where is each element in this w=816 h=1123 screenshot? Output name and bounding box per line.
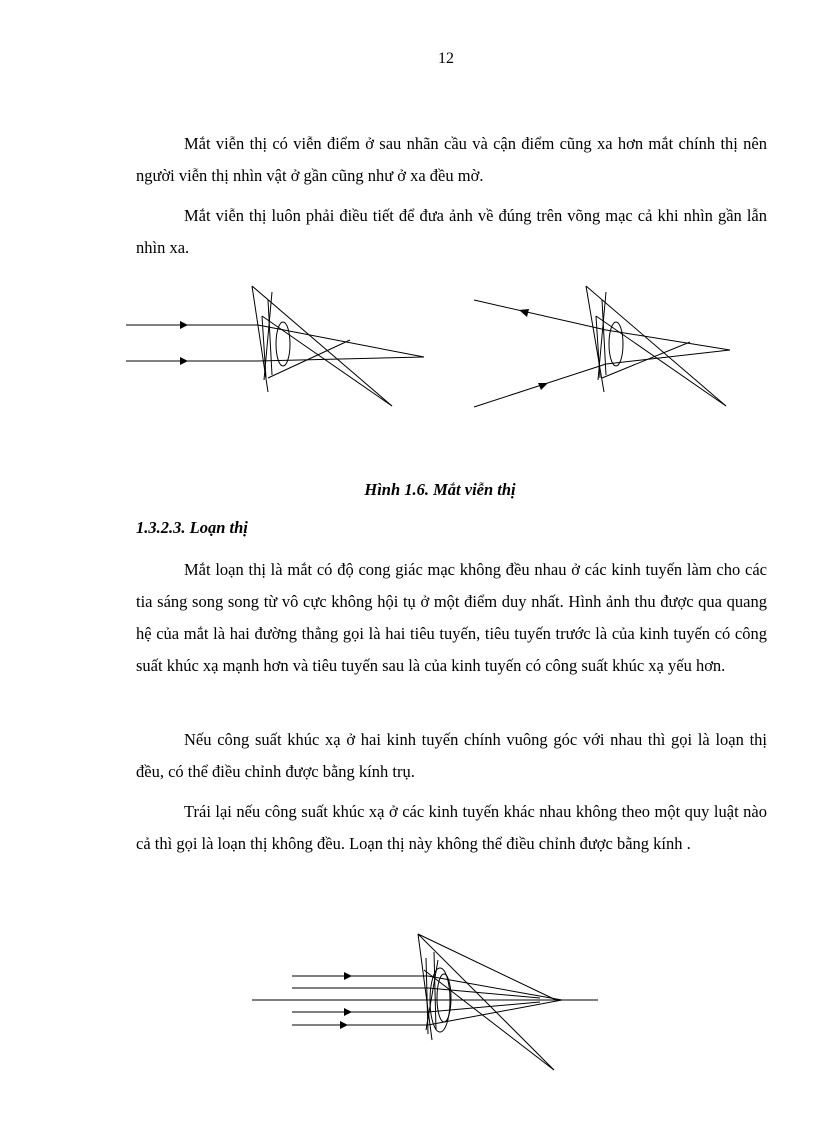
cornea-line bbox=[418, 934, 556, 1000]
optic-line bbox=[424, 970, 554, 1070]
page-number: 12 bbox=[438, 50, 454, 67]
paragraph-irregular-astigmatism: Trái lại nếu công suất khúc xạ ở các kinh tuyến khác nhau không theo một quy luật nào cả thì gọi là loạn thị không đều. Loạn thị này không thể điều chỉnh được bằng kính . bbox=[136, 802, 767, 853]
paragraph-hyperopia-definition: Mắt viễn thị có viễn điểm ở sau nhãn cầu và cận điểm cũng xa hơn mắt chính thị nên người viễn thị nhìn vật ở gần cũng như ở xa đều mờ. bbox=[136, 134, 767, 185]
paragraph-regular-astigmatism: Nếu công suất khúc xạ ở hai kinh tuyến chính vuông góc với nhau thì gọi là loạn thị đều, có thể điều chỉnh được bằng kính trụ. bbox=[136, 730, 767, 781]
paragraph-hyperopia-accommodation: Mắt viễn thị luôn phải điều tiết để đưa ảnh về đúng trên võng mạc cả khi nhìn gần lẫn nhìn xa. bbox=[136, 206, 767, 257]
cornea-line bbox=[418, 934, 432, 1040]
arrow-head bbox=[340, 1021, 348, 1029]
cornea-line bbox=[418, 934, 554, 1070]
retina-line bbox=[434, 952, 436, 1030]
arrow-head bbox=[344, 972, 352, 980]
figure-caption: Hình 1.6. Mắt viễn thị bbox=[364, 480, 516, 499]
section-heading: 1.3.2.3. Loạn thị bbox=[136, 518, 248, 537]
refracted-ray bbox=[428, 1000, 562, 1025]
arrow-head bbox=[344, 1008, 352, 1016]
paragraph-astigmatism-definition: Mắt loạn thị là mắt có độ cong giác mạc không đều nhau ở các kinh tuyến làm cho các tia sáng song song từ vô cực không hội tụ ở một điểm duy nhất. Hình ảnh thu được qua quang hệ của mắt là hai đường thẳng gọi là hai tiêu tuyến, tiêu tuyến trước là của kinh tuyến có công suất khúc xạ mạnh hơn và tiêu tuyến sau là của kinh tuyến có công suất khúc xạ yếu hơn. bbox=[136, 560, 767, 675]
